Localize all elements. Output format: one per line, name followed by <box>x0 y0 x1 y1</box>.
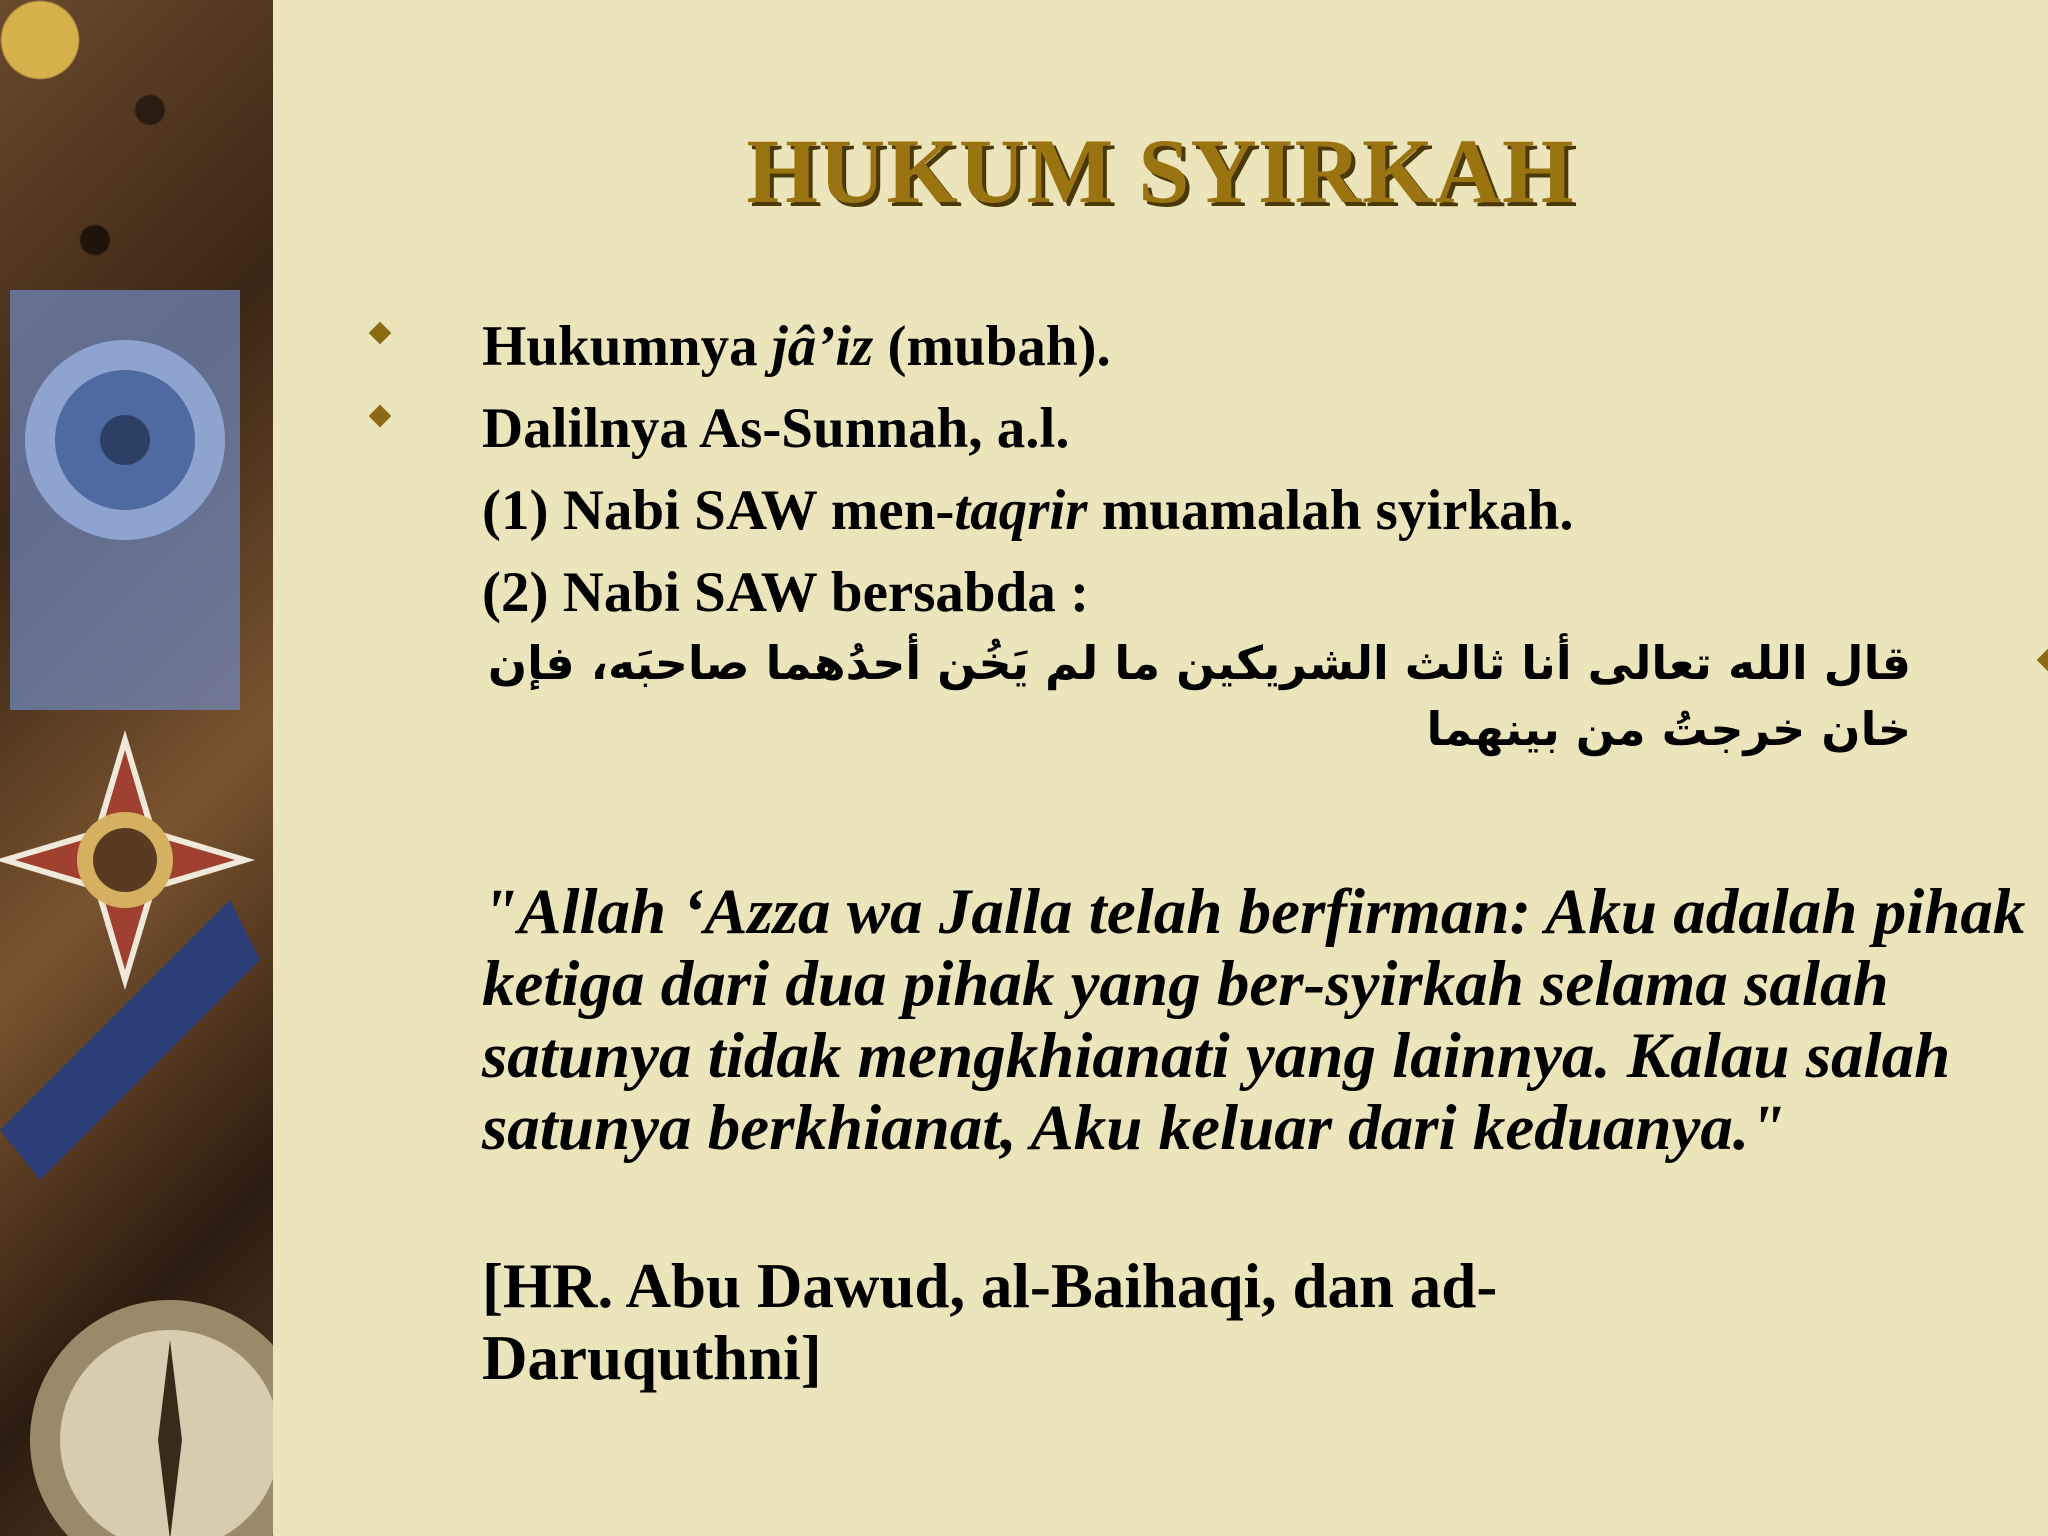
bullet-diamond-icon <box>369 405 392 428</box>
hadith-source-reference: [HR. Abu Dawud, al-Baihaqi, dan ad-Daruquthni] <box>482 1251 1498 1393</box>
bullet-line-hukum: Hukumnya jâ’iz (mubah). <box>482 315 1111 378</box>
bullet-diamond-icon <box>2037 649 2048 672</box>
bullet-line-dalil: Dalilnya As-Sunnah, a.l. <box>482 397 1070 460</box>
slide-title: HUKUM SYIRKAH <box>746 120 1575 222</box>
decorative-medal-image <box>0 0 273 1536</box>
hadith-translation-quote: "Allah ‘Azza wa Jalla telah berfirman: Aku adalah pihak ketiga dari dua pihak yang ber-syirkah selama salah satunya tidak mengkhianati yang lainnya. Kalau salah satunya berkhianat, Aku keluar dari keduanya." <box>482 876 2026 1164</box>
arabic-hadith-text: قال الله تعالى أنا ثالث الشريكين ما لم يَخُن أحدُهما صاحبَه، فإن خان خرجتُ من بينهما <box>487 636 1911 756</box>
sub-line-taqrir: (1) Nabi SAW men-taqrir muamalah syirkah. <box>482 479 1574 542</box>
sub-line-sabda: (2) Nabi SAW bersabda : <box>482 561 1090 624</box>
bullet-diamond-icon <box>369 322 392 345</box>
